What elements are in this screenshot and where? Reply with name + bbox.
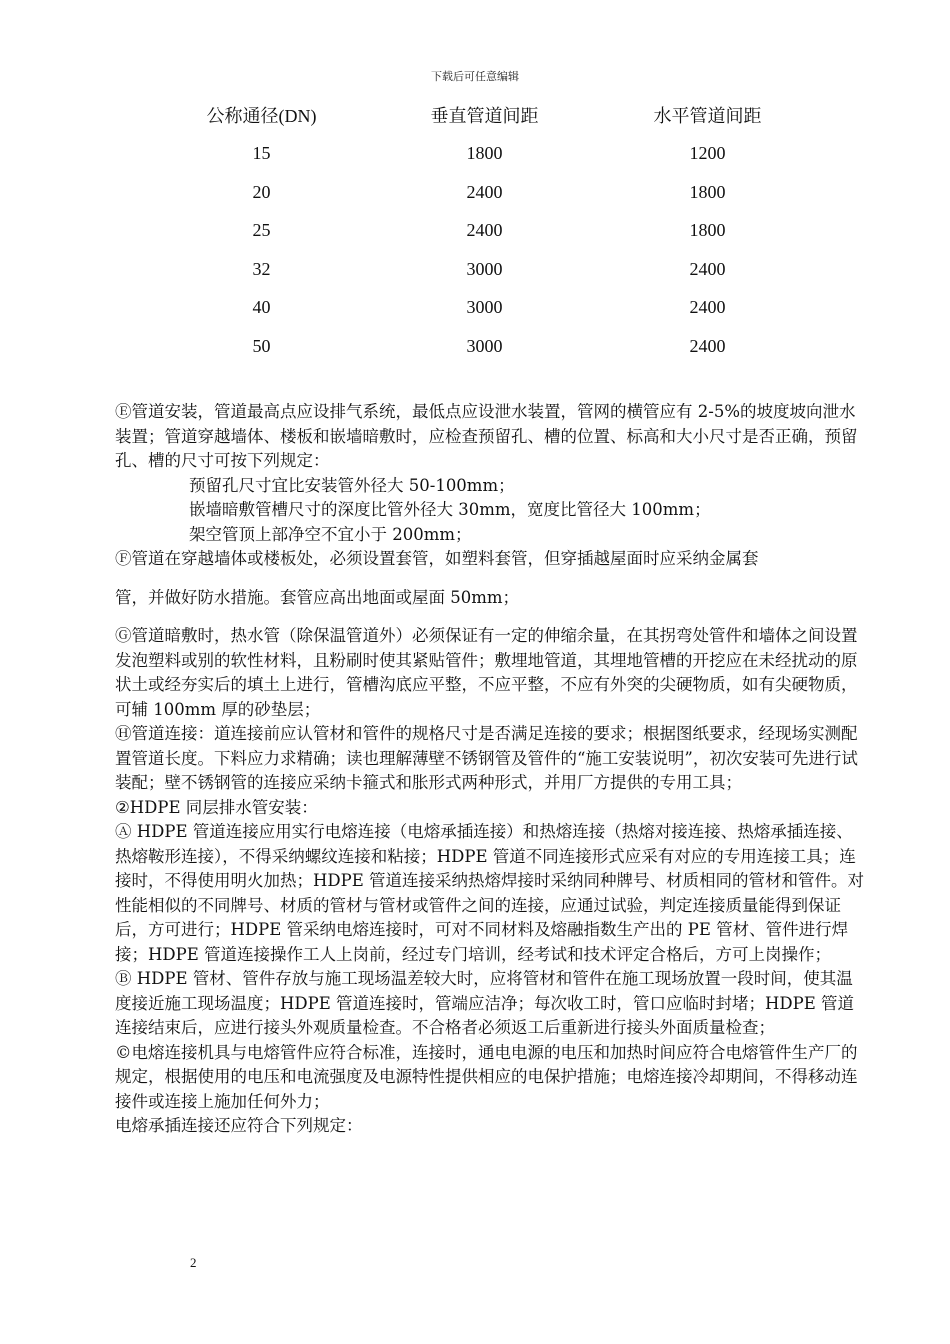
table-cell: 1200	[689, 143, 726, 164]
table-row	[150, 327, 819, 366]
table-cell: 3000	[466, 258, 503, 279]
table-header-cell: 水平管道间距	[653, 106, 762, 127]
paragraph-e-item-3: 架空管顶上部净空不宜小于 200mm；	[189, 524, 472, 544]
table-row	[150, 173, 819, 212]
page-number: 2	[190, 1255, 197, 1270]
table-cell: 50	[252, 335, 271, 356]
table-header-row	[150, 96, 819, 135]
section-hdpe-heading: ②HDPE 同层排水管安装：	[115, 797, 318, 817]
table-cell: 32	[252, 258, 271, 279]
paragraph-h: Ⓗ管道连接：道连接前应认管材和管件的规格尺寸是否满足连接的要求；根据图纸要求，经现场实测配置管道长度。下料应力求精确；读也理解薄壁不锈钢管及管件的“施工安装说明”，初次安装可先进行试装配；壁不锈钢管的连接应采纳卡箍式和胀形式两种形式，并用厂方提供的专用工具；	[115, 724, 858, 792]
paragraph-g: Ⓖ管道暗敷时，热水管（除保温管道外）必须保证有一定的伸缩余量，在其拐弯处管件和墙体之间设置发泡塑料或别的软性材料，且粉刷时使其紧贴管件；敷埋地管道，其埋地管槽的开挖应在未经扰动的原状土或经夯实后的填土上进行，管槽沟底应平整，不应平整，不应有外突的尖硬物质，如有尖硬物质，可辅 100mm 厚的砂垫层；	[115, 626, 858, 719]
paragraph-f: Ⓕ管道在穿越墙体或楼板处，必须设置套管，如塑料套管，但穿插越屋面时应采纳金属套	[115, 549, 759, 568]
page-header-note: 下载后可任意编辑	[431, 70, 519, 83]
table-cell: 3000	[466, 335, 503, 356]
paragraph-e-item-1: 预留孔尺寸宜比安装管外径大 50-100mm；	[189, 475, 515, 495]
paragraph-f-continued: 管，并做好防水措施。套管应高出地面或屋面 50mm；	[115, 587, 520, 607]
table-header-cell: 公称通径(DN)	[206, 106, 317, 127]
paragraph-a: Ⓐ HDPE 管道连接应用实行电熔连接（电熔承插连接）和热熔连接（热熔对接连接、热熔承插连接、热熔鞍形连接），不得采纳螺纹连接和粘接；HDPE 管道不同连接形式应采有对应的专用连接工具；连接时，不得使用明火加热；HDPE 管道连接采纳热熔焊接时采纳同种牌号、材质相同的管材和管件。对性能相似的不同牌号、材质的管材与管材或管件之间的连接，应通过试验，判定连接质量能得到保证后，方可进行；HDPE 管采纳电熔连接时，可对不同材料及熔融指数生产出的 PE 管材、管件进行焊接；HDPE 管道连接操作工人上岗前，经过专门培训，经考试和技术评定合格后，方可上岗操作；	[115, 822, 865, 964]
paragraph-last: 电熔承插连接还应符合下列规定：	[115, 1116, 363, 1135]
table-cell: 40	[252, 297, 271, 318]
table-row	[150, 212, 819, 251]
paragraph-e: Ⓔ管道安装，管道最高点应设排气系统，最低点应设泄水装置，管网的横管应有 2-5%的坡度坡向泄水装置；管道穿越墙体、楼板和嵌墙暗敷时，应检查预留孔、槽的位置、标高和大小尺寸是否正确，预留孔、槽的尺寸可按下列规定：	[115, 402, 858, 470]
table-cell: 15	[252, 143, 271, 164]
table-cell: 25	[252, 220, 271, 241]
document-body	[115, 400, 867, 1139]
table-header-cell: 垂直管道间距	[430, 106, 539, 127]
table-cell: 2400	[689, 258, 726, 279]
table-cell: 2400	[466, 181, 503, 202]
table-cell: 1800	[689, 220, 726, 241]
table-cell: 20	[252, 181, 271, 202]
table-row	[150, 289, 819, 328]
table-cell: 2400	[689, 297, 726, 318]
pipe-spacing-table	[150, 96, 819, 366]
table-cell: 3000	[466, 297, 503, 318]
table-row	[150, 135, 819, 174]
paragraph-c: ©电熔连接机具与电熔管件应符合标准，连接时，通电电源的电压和加热时间应符合电熔管件生产厂的规定，根据使用的电压和电流强度及电源特性提供相应的电保护措施；电熔连接冷却期间，不得移动连接件或连接上施加任何外力；	[115, 1042, 858, 1111]
table-row	[150, 250, 819, 289]
table-cell: 2400	[689, 335, 726, 356]
paragraph-b: Ⓑ HDPE 管材、管件存放与施工现场温差较大时，应将管材和管件在施工现场放置一段时间，使其温度接近施工现场温度；HDPE 管道连接时，管端应洁净；每次收工时，管口应临时封堵；HDPE 管道连接结束后，应进行接头外观质量检查。不合格者必须返工后重新进行接头外面质量检查；	[115, 969, 855, 1037]
paragraph-e-item-2: 嵌墙暗敷管槽尺寸的深度比管外径大 30mm，宽度比管径大 100mm；	[189, 500, 711, 519]
table-cell: 1800	[466, 143, 503, 164]
table-cell: 2400	[466, 220, 503, 241]
table-cell: 1800	[689, 181, 726, 202]
